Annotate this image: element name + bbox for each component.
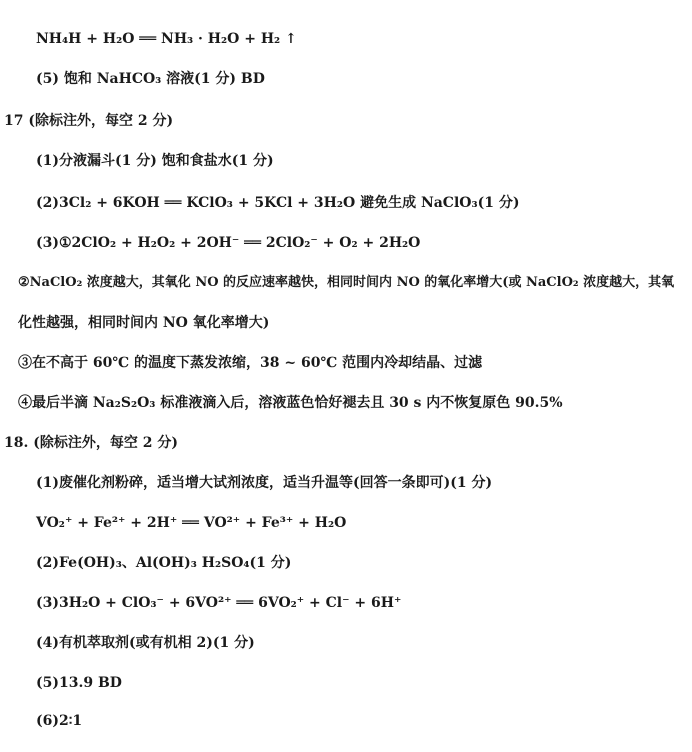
answer-17-3-2-cont: 化性越强，相同时间内 NO 氧化率增大) bbox=[18, 315, 270, 331]
question-17-heading: 17 (除标注外，每空 2 分) bbox=[4, 113, 174, 129]
answer-18-4: (4)有机萃取剂(或有机相 2)(1 分) bbox=[36, 635, 255, 651]
answer-17-3-2: ②NaClO₂ 浓度越大，其氧化 NO 的反应速率越快，相同时间内 NO 的氧化率增大(或 NaClO₂ 浓度越大，其氧 bbox=[18, 275, 675, 290]
reaction-line: NH₄H + H₂O ══ NH₃ · H₂O + H₂ ↑ bbox=[36, 31, 297, 47]
answer-17-3-1: (3)①2ClO₂ + H₂O₂ + 2OH⁻ ══ 2ClO₂⁻ + O₂ + 2H₂O bbox=[36, 235, 421, 251]
answer-18-2: (2)Fe(OH)₃、Al(OH)₃ H₂SO₄(1 分) bbox=[36, 555, 292, 571]
answer-17-2: (2)3Cl₂ + 6KOH ══ KClO₃ + 5KCl + 3H₂O 避免生成 NaClO₃(1 分) bbox=[36, 195, 520, 211]
answer-18-3: (3)3H₂O + ClO₃⁻ + 6VO²⁺ ══ 6VO₂⁺ + Cl⁻ + 6H⁺ bbox=[36, 595, 402, 611]
answer-18-5: (5)13.9 BD bbox=[36, 675, 122, 691]
question-18-heading: 18. (除标注外，每空 2 分) bbox=[4, 435, 178, 451]
answer-17-3-4: ④最后半滴 Na₂S₂O₃ 标准液滴入后，溶液蓝色恰好褪去且 30 s 内不恢复原色 90.5% bbox=[18, 395, 563, 411]
answer-5: (5) 饱和 NaHCO₃ 溶液(1 分) BD bbox=[36, 71, 265, 87]
answer-17-1: (1)分液漏斗(1 分) 饱和食盐水(1 分) bbox=[36, 153, 274, 169]
answer-18-1: (1)废催化剂粉碎，适当增大试剂浓度，适当升温等(回答一条即可)(1 分) bbox=[36, 475, 493, 491]
answer-18-6: (6)2∶1 bbox=[36, 713, 83, 729]
answer-18-1-equation: VO₂⁺ + Fe²⁺ + 2H⁺ ══ VO²⁺ + Fe³⁺ + H₂O bbox=[36, 515, 347, 531]
answer-17-3-3: ③在不高于 60℃ 的温度下蒸发浓缩，38 ~ 60℃ 范围内冷却结晶、过滤 bbox=[18, 355, 483, 371]
